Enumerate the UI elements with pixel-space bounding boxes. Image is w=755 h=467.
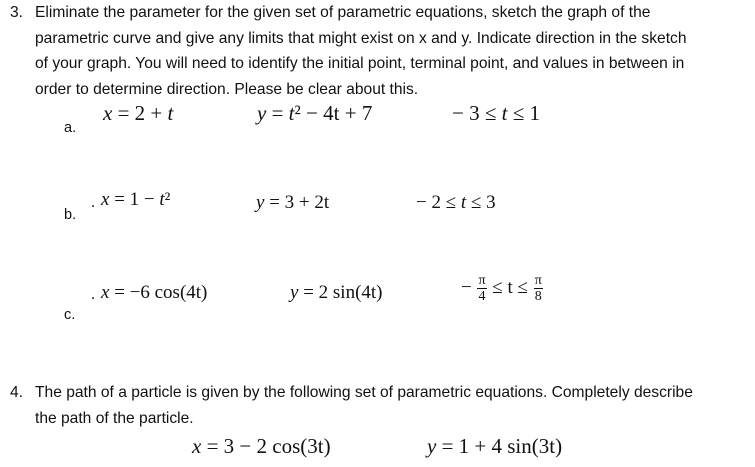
part-b-x-equation: x = 1 − t² bbox=[101, 189, 171, 210]
part-b-y-equation: y = 3 + 2t bbox=[256, 192, 330, 213]
part-c-left-denominator: 4 bbox=[478, 289, 486, 304]
part-c-x-equation: x = −6 cos(4t) bbox=[101, 282, 208, 303]
question-3-line-2: parametric curve and give any limits that might exist on x and y. Indicate direction in the sketch bbox=[35, 29, 687, 47]
part-c-label: c. bbox=[64, 307, 76, 323]
part-a-x-equation: x = 2 + t bbox=[103, 101, 174, 125]
part-b-label: b. bbox=[64, 207, 77, 223]
part-c-right-numerator: π bbox=[534, 273, 542, 288]
part-c-range-left-fraction bbox=[477, 273, 486, 304]
question-4-number: 4. bbox=[10, 384, 24, 401]
question-3-line-4: order to determine direction. Please be clear about this. bbox=[35, 80, 419, 98]
part-c-t-range bbox=[461, 273, 544, 304]
question-3-text bbox=[35, 0, 753, 102]
question-4-y-equation: y = 1 + 4 sin(3t) bbox=[427, 434, 563, 458]
question-3-number: 3. bbox=[10, 4, 24, 21]
part-a-y-equation: y = t² − 4t + 7 bbox=[257, 101, 373, 125]
question-3-line-1: Eliminate the parameter for the given set of parametric equations, sketch the graph of the bbox=[35, 4, 651, 21]
part-a-t-range: − 3 ≤ t ≤ 1 bbox=[452, 101, 540, 125]
part-a-label: a. bbox=[64, 120, 77, 136]
part-b-bullet: . bbox=[91, 194, 95, 211]
part-c-range-minus: − bbox=[461, 276, 472, 298]
part-c-left-numerator: π bbox=[478, 273, 486, 288]
part-c-right-denominator: 8 bbox=[534, 289, 542, 304]
question-4-line-1: The path of a particle is given by the following set of parametric equations. Completely describe bbox=[35, 384, 693, 401]
part-b-t-range: − 2 ≤ t ≤ 3 bbox=[416, 192, 496, 213]
question-3-line-3: of your graph. You will need to identify the initial point, terminal point, and values in between in bbox=[35, 55, 685, 72]
question-4-text bbox=[35, 380, 753, 431]
part-c-bullet: . bbox=[91, 286, 95, 303]
part-c-range-middle: ≤ t ≤ bbox=[492, 276, 528, 298]
part-c-y-equation: y = 2 sin(4t) bbox=[290, 282, 383, 303]
question-4-x-equation: x = 3 − 2 cos(3t) bbox=[192, 434, 331, 458]
part-c-range-right-fraction bbox=[534, 273, 543, 304]
question-4-line-2: the path of the particle. bbox=[35, 409, 194, 427]
